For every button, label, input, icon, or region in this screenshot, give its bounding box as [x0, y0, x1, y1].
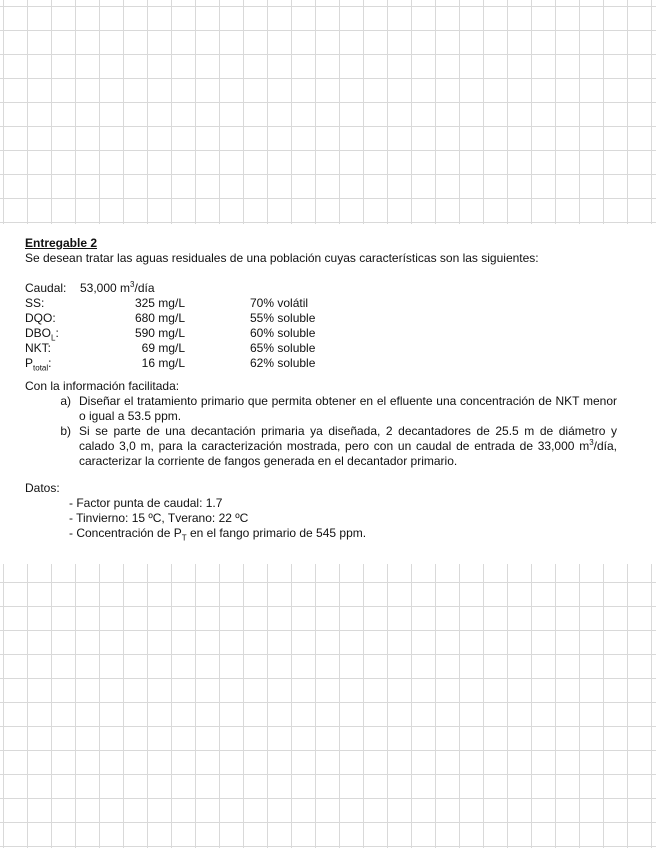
intro-text: Se desean tratar las aguas residuales de una población cuyas características son las siguientes:	[25, 251, 539, 265]
param-row-dqo	[25, 311, 617, 326]
param-value: 325 mg/L	[134, 296, 185, 310]
datos-item: - Factor punta de caudal: 1.7	[69, 496, 617, 511]
task-text: Si se parte de una decantación primaria ya diseñada, 2 decantadores de 25.5 m de diámetro y calado 3,0 m, para la caracterización mostrada, pero con un caudal de entrada de 33,000 $m^3$/día, caracterizar la corriente de fangos generada en el decantador primario.	[79, 424, 617, 468]
document-content	[25, 236, 617, 541]
datos-list	[25, 496, 617, 541]
param-value: 590 mg/L	[134, 326, 185, 340]
task-marker: a)	[60, 394, 71, 408]
datos-label: Datos:	[25, 481, 60, 495]
task-marker: b)	[60, 424, 71, 438]
document-sheet	[0, 224, 656, 564]
param-row-ss	[25, 296, 617, 311]
caudal-value: 53,000 $m^3$/día	[80, 280, 155, 295]
param-row-dbo	[25, 326, 617, 341]
task-text: Diseñar el tratamiento primario que permita obtener en el efluente una concentración de NKT menor o igual a 53.5 ppm.	[79, 394, 617, 423]
param-value: 69 mg/L	[141, 341, 185, 355]
datos-item: - Concentración de $P_T$ en el fango primario de 545 ppm.	[69, 526, 617, 541]
datos-item: - Tinvierno: 15 ºC, Tverano: 22 ºC	[69, 511, 617, 526]
param-value: 680 mg/L	[134, 311, 185, 325]
param-row-nkt	[25, 341, 617, 356]
param-row-ptotal	[25, 356, 617, 371]
task-list	[25, 394, 617, 469]
param-label: $P_{total}$:	[25, 356, 52, 373]
param-fraction: 62% soluble	[250, 356, 316, 370]
caudal-label: Caudal:	[25, 281, 67, 295]
param-label: DQO:	[25, 311, 56, 325]
instructions-intro: Con la información facilitada:	[25, 379, 180, 393]
param-fraction: 70% volátil	[250, 296, 309, 310]
caudal-row	[25, 281, 617, 296]
param-label: SS:	[25, 296, 45, 310]
param-fraction: 65% soluble	[250, 341, 316, 355]
document-title: Entregable 2	[25, 236, 98, 250]
param-label: NKT:	[25, 341, 52, 355]
param-value: 16 mg/L	[141, 356, 185, 370]
task-item-a	[25, 394, 617, 424]
param-label: $DBO_L$:	[25, 326, 59, 343]
task-item-b	[25, 424, 617, 469]
param-fraction: 60% soluble	[250, 326, 316, 340]
param-fraction: 55% soluble	[250, 311, 316, 325]
